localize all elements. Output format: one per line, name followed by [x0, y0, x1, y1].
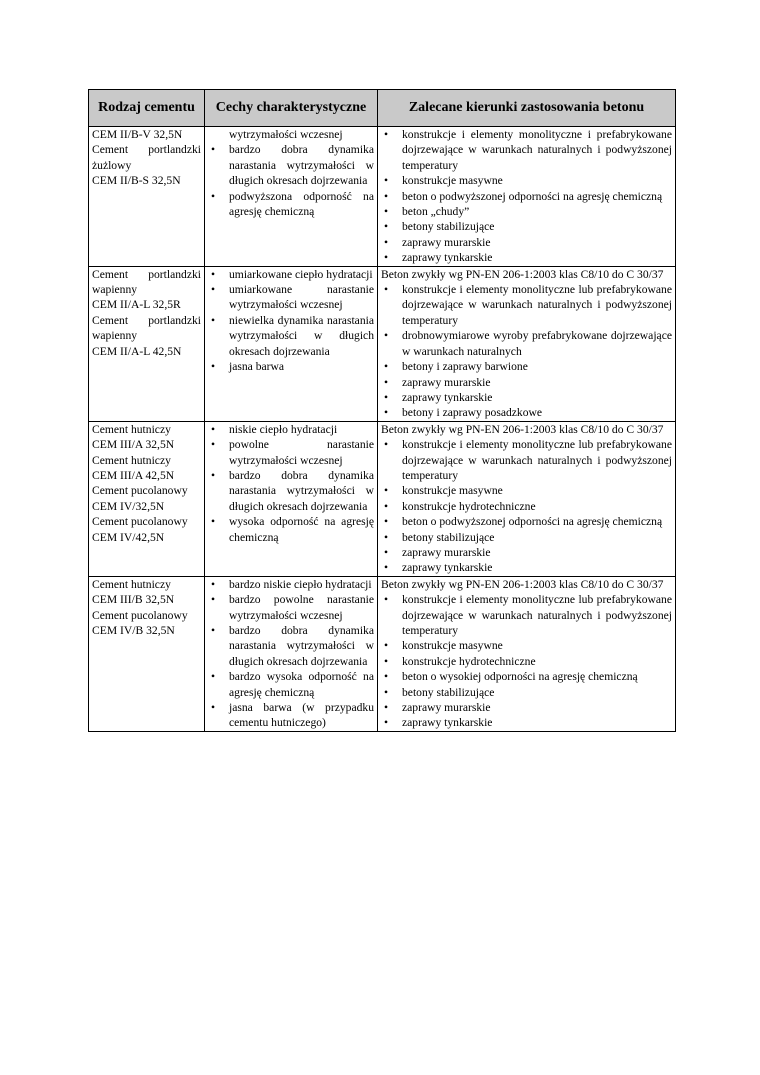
characteristics-cell — [205, 576, 378, 731]
cement-type-line: CEM III/B 32,5N — [92, 593, 175, 607]
header-recommended-uses: Zalecane kierunki zastosowania betonu — [378, 90, 676, 127]
uses-intro-text: Beton zwykły wg PN-EN 206-1:2003 klas C8/10 do C 30/37 — [381, 422, 664, 436]
cement-type-line: CEM II/A-L 42,5N — [92, 344, 182, 358]
uses-list — [381, 282, 672, 421]
cement-type-line: Cement portlandzki wapienny — [92, 313, 201, 343]
use-item: • drobnowymiarowe wyroby prefabrykowane dojrzewające w warunkach naturalnych — [381, 328, 672, 359]
characteristics-cell — [205, 266, 378, 421]
use-item: • zaprawy murarskie — [381, 545, 672, 560]
table-row — [89, 576, 676, 731]
cement-type-line: CEM IV/42,5N — [92, 530, 165, 544]
characteristic-item: • niewielka dynamika narastania wytrzymałości w długich okresach dojrzewania — [208, 313, 374, 359]
characteristics-list — [208, 577, 374, 731]
uses-list — [381, 127, 672, 266]
use-item: • konstrukcje i elementy monolityczne lub prefabrykowane dojrzewające w warunkach naturalnych i podwyższonej temperatury — [381, 592, 672, 638]
cement-type-line: Cement portlandzki żużlowy — [92, 143, 201, 172]
use-item: • konstrukcje masywne — [381, 173, 672, 188]
use-item: • konstrukcje masywne — [381, 638, 672, 653]
uses-intro-text: Beton zwykły wg PN-EN 206-1:2003 klas C8/10 do C 30/37 — [381, 577, 664, 591]
characteristic-item: • bardzo niskie ciepło hydratacji — [208, 577, 374, 592]
use-item: • beton „chudy” — [381, 204, 672, 219]
use-item: • zaprawy murarskie — [381, 235, 672, 250]
characteristics-cell — [205, 421, 378, 576]
use-item: • zaprawy tynkarskie — [381, 250, 672, 265]
cement-table — [88, 89, 676, 732]
characteristic-item: • podwyższona odporność na agresję chemiczną — [208, 189, 374, 220]
cement-type-line: Cement hutniczy — [92, 422, 171, 436]
table-row — [89, 266, 676, 421]
use-item: • konstrukcje hydrotechniczne — [381, 654, 672, 669]
characteristics-list — [208, 142, 374, 219]
characteristic-item: • bardzo dobra dynamika narastania wytrzymałości w długich okresach dojrzewania — [208, 142, 374, 188]
use-item: • konstrukcje i elementy monolityczne lub prefabrykowane dojrzewające w warunkach naturalnych i podwyższonej temperatury — [381, 437, 672, 483]
characteristic-item: • powolne narastanie wytrzymałości wczesnej — [208, 437, 374, 468]
use-item: • zaprawy tynkarskie — [381, 560, 672, 575]
characteristic-item: • bardzo dobra dynamika narastania wytrzymałości w długich okresach dojrzewania — [208, 468, 374, 514]
cement-type-cell — [89, 127, 205, 267]
table-row — [89, 421, 676, 576]
use-item: • zaprawy murarskie — [381, 700, 672, 715]
cement-type-line: CEM IV/B 32,5N — [92, 624, 175, 637]
cement-type-cell — [89, 266, 205, 421]
characteristic-item: • wysoka odporność na agresję chemiczną — [208, 514, 374, 545]
use-item: • betony stabilizujące — [381, 530, 672, 545]
use-item: • beton o wysokiej odporności na agresję chemiczną — [381, 669, 672, 684]
cement-type-cell — [89, 421, 205, 576]
recommended-uses-cell — [378, 576, 676, 731]
header-characteristics: Cechy charakterystyczne — [205, 90, 378, 127]
cement-type-cell — [89, 576, 205, 731]
cement-type-line: CEM II/A-L 32,5R — [92, 298, 181, 312]
characteristic-item: • bardzo dobra dynamika narastania wytrzymałości w długich okresach dojrzewania — [208, 623, 374, 669]
cement-type-line: CEM IV/32,5N — [92, 499, 165, 513]
recommended-uses-cell — [378, 421, 676, 576]
use-item: • zaprawy murarskie — [381, 375, 672, 390]
uses-list — [381, 592, 672, 731]
uses-intro-text: Beton zwykły wg PN-EN 206-1:2003 klas C8/10 do C 30/37 — [381, 267, 664, 281]
use-item: • konstrukcje i elementy monolityczne lub prefabrykowane dojrzewające w warunkach naturalnych i podwyższonej temperatury — [381, 282, 672, 328]
table-row — [89, 127, 676, 267]
table-header-row — [89, 90, 676, 127]
cement-type-line: Cement pucolanowy — [92, 484, 188, 498]
cement-type-line: Cement pucolanowy — [92, 608, 188, 622]
cement-type-line: Cement hutniczy — [92, 453, 171, 467]
characteristic-item: • umiarkowane narastanie wytrzymałości wczesnej — [208, 282, 374, 313]
use-item: • konstrukcje masywne — [381, 483, 672, 498]
recommended-uses-cell — [378, 127, 676, 267]
use-item: • konstrukcje hydrotechniczne — [381, 499, 672, 514]
use-item: • betony i zaprawy barwione — [381, 359, 672, 374]
characteristic-item: • niskie ciepło hydratacji — [208, 422, 374, 437]
characteristic-item: • jasna barwa — [208, 359, 374, 374]
use-item: • zaprawy tynkarskie — [381, 390, 672, 405]
characteristics-cell — [205, 127, 378, 267]
characteristics-list — [208, 422, 374, 545]
cement-type-line: Cement portlandzki wapienny — [92, 267, 201, 297]
cement-type-line: Cement hutniczy — [92, 577, 171, 591]
header-cement-type: Rodzaj cementu — [89, 90, 205, 127]
characteristic-continuation: wytrzymałości wczesnej — [229, 128, 343, 141]
recommended-uses-cell — [378, 266, 676, 421]
cement-type-line: Cement pucolanowy — [92, 515, 188, 529]
cement-type-line: CEM II/B-S 32,5N — [92, 174, 181, 188]
characteristics-list — [208, 267, 374, 375]
characteristic-item: • bardzo powolne narastanie wytrzymałości wczesnej — [208, 592, 374, 623]
characteristic-item: • umiarkowane ciepło hydratacji — [208, 267, 374, 282]
uses-list — [381, 437, 672, 576]
cement-type-line: CEM II/B-V 32,5N — [92, 128, 183, 141]
cement-type-line: CEM III/A 32,5N — [92, 438, 175, 452]
use-item: • betony i zaprawy posadzkowe — [381, 405, 672, 420]
use-item: • beton o podwyższonej odporności na agresję chemiczną — [381, 514, 672, 529]
cement-type-line: CEM III/A 42,5N — [92, 468, 175, 482]
use-item: • konstrukcje i elementy monolityczne i prefabrykowane dojrzewające w warunkach naturalnych i podwyższonej temperatury — [381, 127, 672, 173]
use-item: • zaprawy tynkarskie — [381, 715, 672, 730]
characteristic-item: • bardzo wysoka odporność na agresję chemiczną — [208, 669, 374, 700]
use-item: • betony stabilizujące — [381, 685, 672, 700]
use-item: • beton o podwyższonej odporności na agresję chemiczną — [381, 189, 672, 204]
characteristic-item: • jasna barwa (w przypadku cementu hutniczego) — [208, 700, 374, 731]
use-item: • betony stabilizujące — [381, 219, 672, 234]
